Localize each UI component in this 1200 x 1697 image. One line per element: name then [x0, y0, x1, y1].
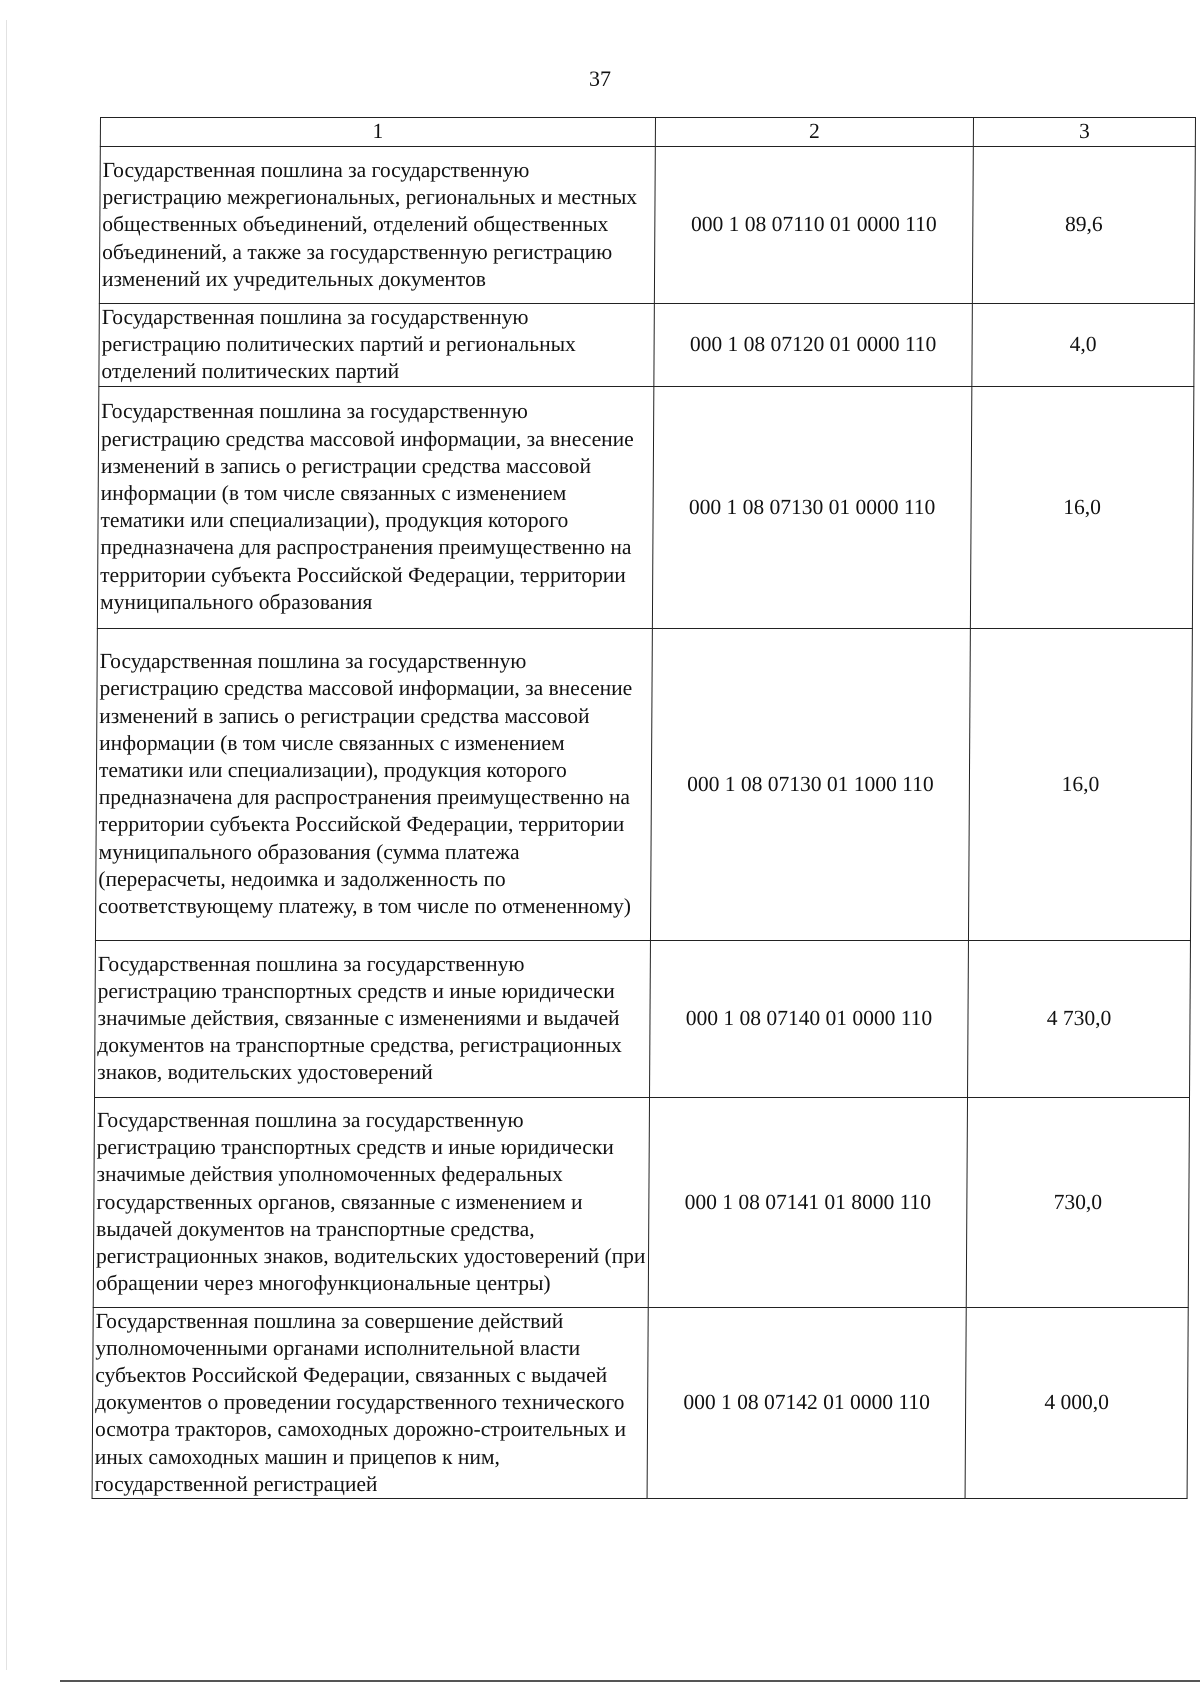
- bottom-scan-line: [60, 1680, 1200, 1682]
- column-header-2: 2: [655, 118, 973, 147]
- fee-amount: 4 730,0: [968, 940, 1191, 1097]
- budget-code: 000 1 08 07110 01 0000 110: [654, 147, 973, 304]
- fee-amount: 89,6: [972, 147, 1195, 304]
- table-row: [95, 628, 1192, 940]
- fee-name: Государственная пошлина за государственную регистрацию средства массовой информации, за внесение изменений в запись о регистрации средства массовой информации (в том числе связанных с изменением тематики или специализации), продукция которого предназначена для распространения преимущественно на территории субъекта Российской Федерации, территории муниципального образования (сумма платежа (перерасчеты, недоимка и задолженность по соответствующему платежу, в том числе по отмененному): [95, 628, 652, 940]
- fee-amount: 730,0: [966, 1097, 1189, 1307]
- column-header-1: 1: [100, 118, 655, 147]
- fee-amount: 4,0: [972, 304, 1195, 387]
- table-row: [99, 304, 1195, 387]
- budget-code: 000 1 08 07120 01 0000 110: [654, 304, 973, 387]
- column-header-3: 3: [973, 118, 1195, 147]
- table-header-row: [100, 118, 1195, 147]
- table-row: [92, 1307, 1188, 1498]
- scan-edge-artifact: [6, 20, 7, 1670]
- table-row: [93, 1097, 1189, 1307]
- table-row: [97, 386, 1193, 628]
- budget-code: 000 1 08 07142 01 0000 110: [647, 1307, 966, 1498]
- budget-code: 000 1 08 07130 01 1000 110: [650, 628, 970, 940]
- budget-code: 000 1 08 07141 01 8000 110: [648, 1097, 967, 1307]
- fee-name: Государственная пошлина за государственную регистрацию транспортных средств и иные юридически значимые действия уполномоченных федеральных государственных органов, связанные с изменением и выдачей документов на транспортные средства, регистрационных знаков, водительских удостоверений (при обращении через многофункциональные центры): [93, 1097, 649, 1307]
- fee-name: Государственная пошлина за государственную регистрацию межрегиональных, региональных и местных общественных объединений, отделений общественных объединений, а также за государственную регистрацию изменений их учредительных документов: [99, 147, 655, 304]
- fee-name: Государственная пошлина за государственную регистрацию средства массовой информации, за внесение изменений в запись о регистрации средства массовой информации (в том числе связанных с изменением тематики или специализации), продукция которого предназначена для распространения преимущественно на территории субъекта Российской Федерации, территории муниципального образования: [97, 386, 653, 628]
- fee-amount: 4 000,0: [965, 1307, 1188, 1498]
- fee-amount: 16,0: [968, 628, 1192, 940]
- page-number: 37: [589, 66, 611, 91]
- fees-table: [92, 117, 1196, 1499]
- table-row: [95, 940, 1191, 1097]
- fee-amount: 16,0: [970, 386, 1193, 628]
- fee-name: Государственная пошлина за государственную регистрацию транспортных средств и иные юридически значимые действия, связанные с изменениями и выдачей документов на транспортные средства, регистрационных знаков, водительских удостоверений: [95, 940, 651, 1097]
- fee-name: Государственная пошлина за государственную регистрацию политических партий и региональных отделений политических партий: [99, 304, 655, 387]
- budget-code: 000 1 08 07140 01 0000 110: [650, 940, 969, 1097]
- fee-name: Государственная пошлина за совершение действий уполномоченными органами исполнительной власти субъектов Российской Федерации, связанных с выдачей документов о проведении государственного технического осмотра тракторов, самоходных дорожно-строительных и иных самоходных машин и прицепов к ним, государственной регистрацией: [92, 1307, 648, 1498]
- budget-code: 000 1 08 07130 01 0000 110: [652, 386, 971, 628]
- table-row: [99, 147, 1195, 304]
